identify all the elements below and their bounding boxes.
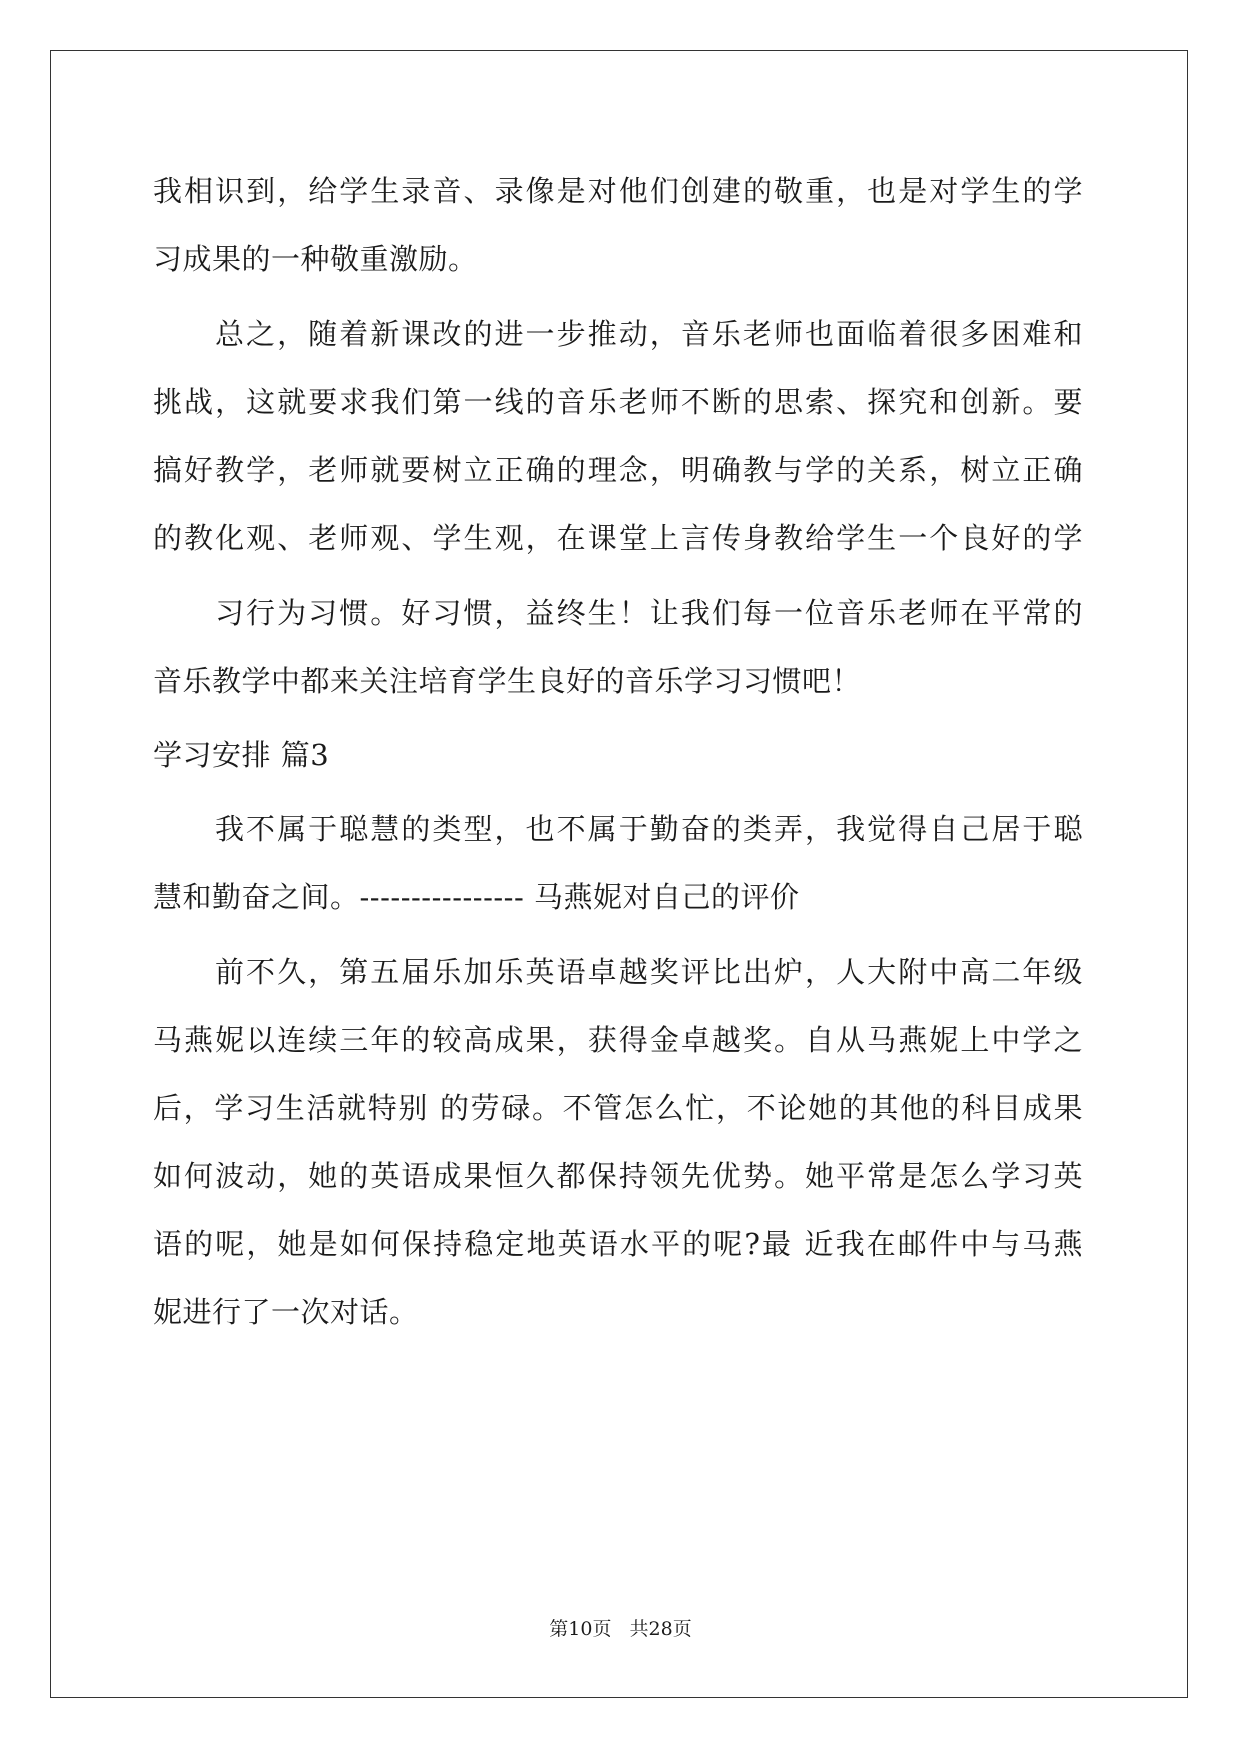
body-line: 习行为习惯。好习惯，益终生！让我们每一位音乐老师在平常的 [215, 596, 1083, 630]
body-line: 慧和勤奋之间。---------------- 马燕妮对自己的评价 [153, 880, 800, 914]
body-line: 语的呢，她是如何保持稳定地英语水平的呢?最 近我在邮件中与马燕 [153, 1227, 1083, 1261]
body-line: 习成果的一种敬重激励。 [153, 242, 478, 276]
body-line: 的教化观、老师观、学生观，在课堂上言传身教给学生一个良好的学 [153, 521, 1083, 555]
body-line: 前不久，第五届乐加乐英语卓越奖评比出炉，人大附中高二年级 [215, 955, 1083, 989]
page-total: 共28页 [629, 1618, 692, 1640]
body-line: 搞好教学，老师就要树立正确的理念，明确教与学的关系，树立正确 [153, 453, 1083, 487]
body-line: 音乐教学中都来关注培育学生良好的音乐学习习惯吧！ [153, 664, 862, 698]
body-line: 总之，随着新课改的进一步推动，音乐老师也面临着很多困难和 [215, 317, 1083, 351]
page-number: 第10页 [549, 1618, 612, 1640]
body-line: 挑战，这就要求我们第一线的音乐老师不断的思索、探究和创新。要 [153, 385, 1083, 419]
page-footer [0, 1617, 1241, 1641]
body-line: 我相识到，给学生录音、录像是对他们创建的敬重，也是对学生的学 [153, 174, 1083, 208]
body-line: 妮进行了一次对话。 [153, 1295, 419, 1329]
body-line: 我不属于聪慧的类型，也不属于勤奋的类弄，我觉得自己居于聪 [215, 812, 1083, 846]
body-line: 后，学习生活就特别 的劳碌。不管怎么忙，不论她的其他的科目成果 [153, 1091, 1083, 1125]
body-line: 如何波动，她的英语成果恒久都保持领先优势。她平常是怎么学习英 [153, 1159, 1083, 1193]
page-frame [50, 50, 1188, 1698]
body-line: 马燕妮以连续三年的较高成果，获得金卓越奖。自从马燕妮上中学之 [153, 1023, 1083, 1057]
section-heading: 学习安排 篇3 [153, 738, 330, 772]
